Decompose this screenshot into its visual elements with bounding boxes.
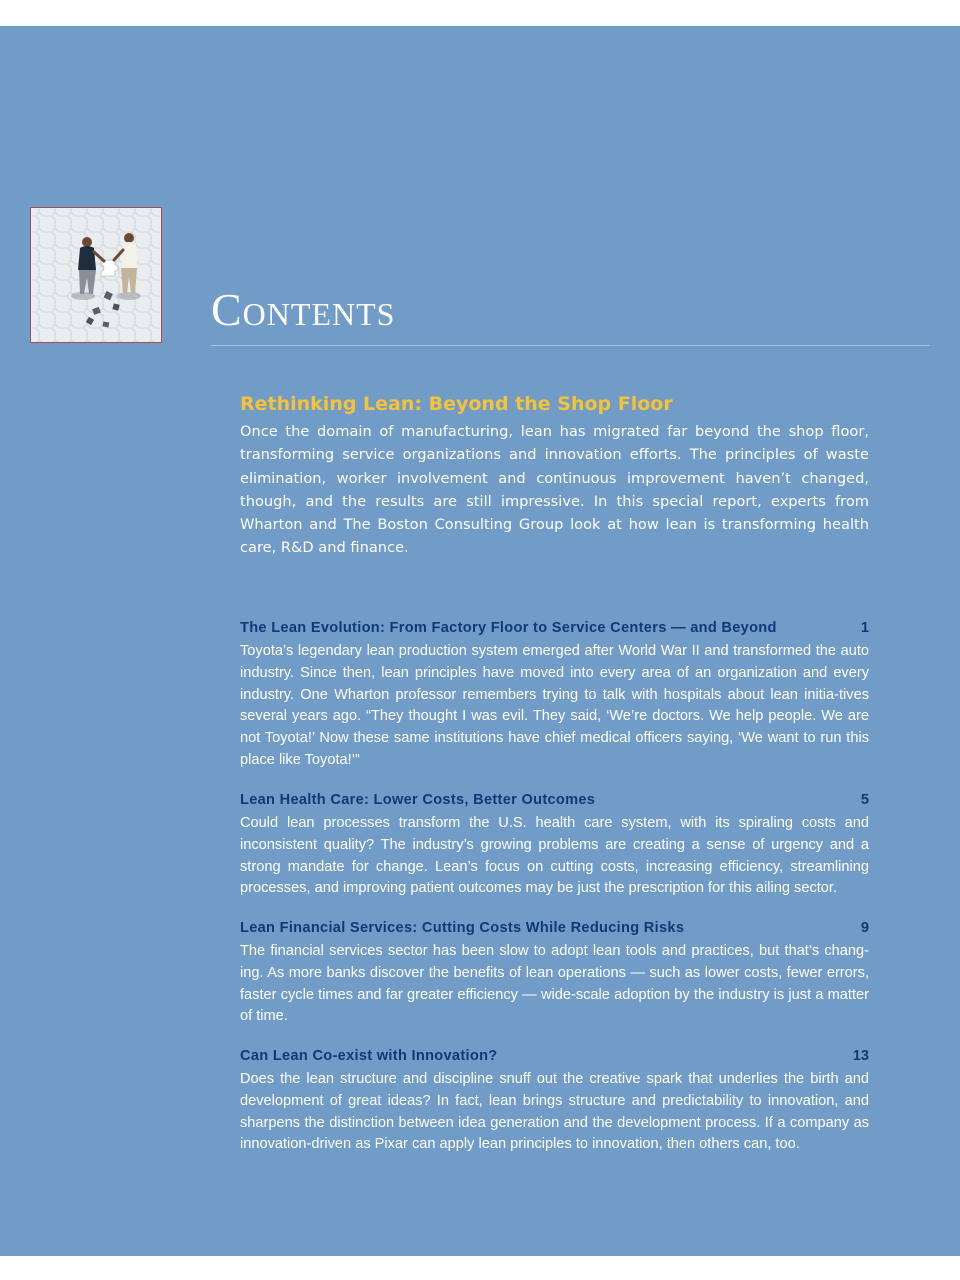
toc-entry-summary: Could lean processes transform the U.S. health care system, with its spiraling costs and inconsistent quality? The industry’s growing problems are creating a sense of urgency and a strong mandate for change. Lean’s focus on cutting costs, increasing efficiency, streamlining processes, and improving patient outcomes may be just the prescription for this ailing sector.	[240, 815, 869, 897]
toc-entry-4[interactable]	[240, 1044, 869, 1156]
toc-entry-title[interactable]: Lean Health Care: Lower Costs, Better Outcomes	[240, 792, 596, 808]
toc-entry-title[interactable]: Lean Financial Services: Cutting Costs While Reducing Risks	[240, 920, 685, 936]
toc-entry-1[interactable]	[240, 616, 869, 772]
puzzle-illustration	[30, 207, 162, 343]
puzzle-people-image	[31, 208, 161, 342]
toc-entry-summary: The financial services sector has been slow to adopt lean tools and practices, but that’s chang-ing. As more banks discover the benefits of lean operations — such as lower costs, fewer errors, faster cycle times and far greater efficiency — wide-scale adoption by the industry is just a matter of time.	[240, 943, 869, 1025]
toc-entry-3[interactable]	[240, 916, 869, 1028]
toc-entry-2[interactable]	[240, 788, 869, 900]
toc-entry-page-number[interactable]: 1	[860, 620, 869, 636]
page-title: Contents	[211, 284, 396, 335]
toc-entry-title[interactable]: The Lean Evolution: From Factory Floor to Service Centers — and Beyond	[240, 620, 777, 636]
toc-entry-heading	[240, 1044, 869, 1068]
toc-entry-heading	[240, 616, 869, 640]
toc-entry-summary: Does the lean structure and discipline snuff out the creative spark that underlies the birth and development of great ideas? In fact, lean brings structure and predictability to innovation, and sharpens the distinction between idea generation and the development process. If a company as innovation-driven as Pixar can apply lean principles to innovation, then others can, too.	[240, 1071, 869, 1153]
toc-entry-title[interactable]: Can Lean Co-exist with Innovation?	[240, 1048, 498, 1064]
intro-paragraph: Once the domain of manufacturing, lean has migrated far beyond the shop floor, transforming service organizations and innovation efforts. The principles of waste elimination, worker involvement and continuous improvement haven’t changed, though, and the results are still impressive. In this special report, experts from Wharton and The Boston Consulting Group look at how lean is transforming health care, R&D and finance.	[240, 423, 869, 557]
toc-entry-page-number[interactable]: 5	[860, 792, 869, 808]
intro-heading: Rethinking Lean: Beyond the Shop Floor	[240, 393, 673, 415]
toc-entry-page-number[interactable]: 13	[852, 1048, 869, 1064]
toc-entry-heading	[240, 788, 869, 812]
toc-entry-summary: Toyota’s legendary lean production system emerged after World War II and transformed the auto industry. Since then, lean principles have moved into every area of an organization and every industry. One Wharton professor remembers trying to talk with hospitals about lean initia-tives several years ago. “They thought I was evil. They said, ‘We’re doctors. We help people. We are not Toyota!’ Now these same institutions have chief medical officers saying, ‘We want to run this place like Toyota!’”	[240, 643, 869, 768]
toc-entry-page-number[interactable]: 9	[860, 920, 869, 936]
title-divider	[211, 345, 930, 346]
toc-entry-heading	[240, 916, 869, 940]
